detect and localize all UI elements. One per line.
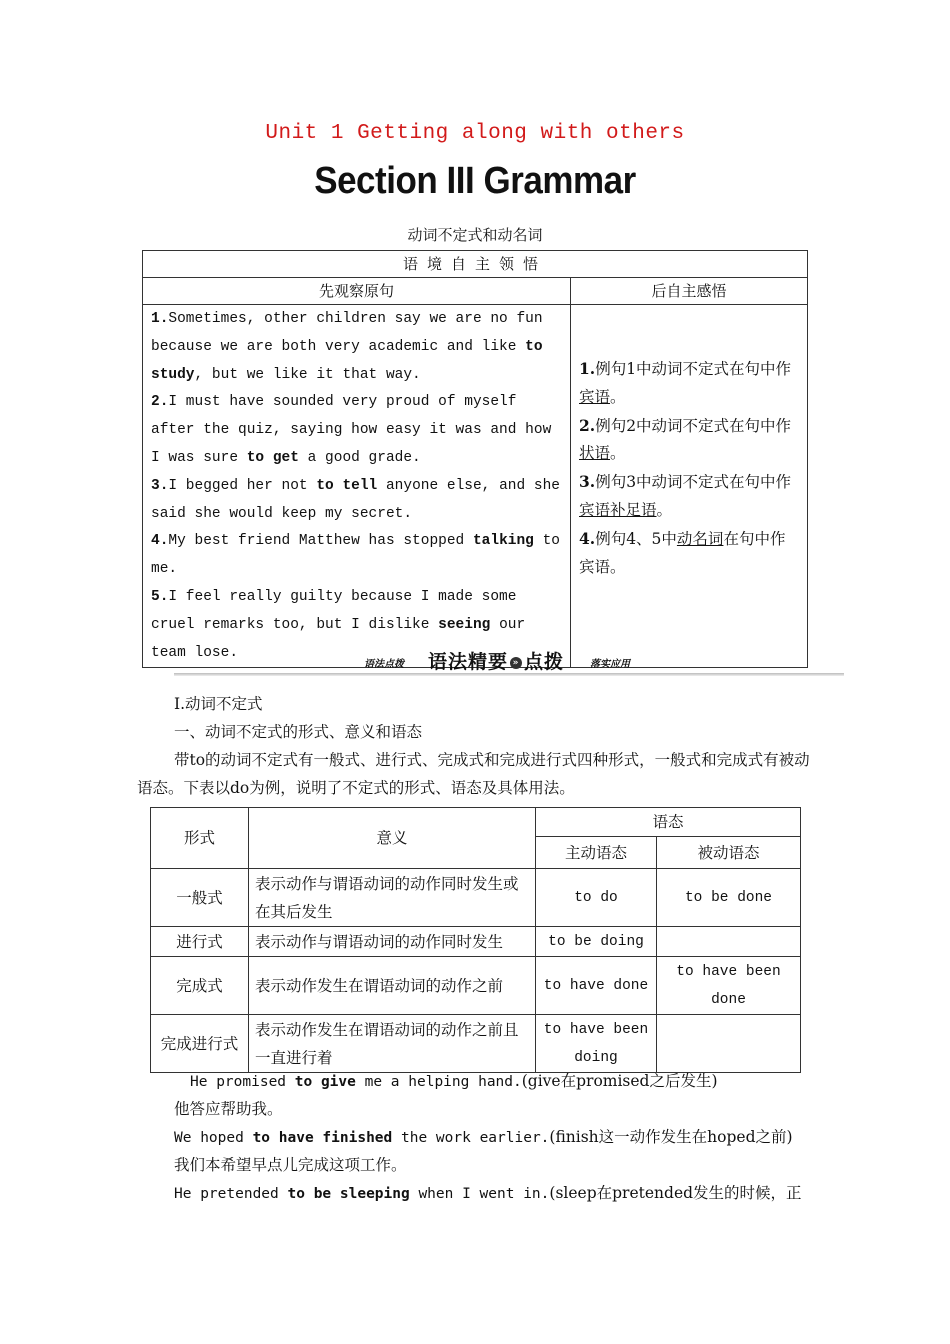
section-title: Section III Grammar	[314, 160, 636, 202]
forms-table	[150, 807, 801, 1073]
banner-left-label: 语法点拨	[364, 659, 404, 670]
col-reflect: 后自主感悟	[571, 278, 808, 305]
table-row: 完成式 表示动作发生在谓语动词的动作之前 to have done to have been done	[151, 957, 801, 1015]
unit-title: Unit 1 Getting along with others	[265, 122, 685, 145]
note-item: 3.例句3中动词不定式在句中作宾语补足语。	[579, 472, 792, 519]
header-active: 主动语态	[536, 837, 657, 869]
banner-title: 语法精要 » 点拨	[428, 651, 565, 673]
example-item: 1.Sometimes, other children say we are no fun because we are both very academic and like to study, but we like it that way.	[151, 311, 543, 383]
example-zh: 我们本希望早点儿完成这项工作。	[174, 1156, 407, 1174]
context-table-title: 语境自主领悟	[143, 251, 808, 278]
example-en: He pretended to be sleeping when I went in.(sleep在pretended发生的时候，正	[174, 1184, 802, 1202]
section-banner	[174, 645, 844, 677]
header-voice: 语态	[536, 808, 801, 837]
intro-paragraph: 带to的动词不定式有一般式、进行式、完成式和完成进行式四种形式，一般式和完成式有被动语态。下表以do为例，说明了不定式的形式、语态及具体用法。	[137, 751, 810, 797]
example-item: 5.I feel really guilty because I made some cruel remarks too, but I dislike seeing our team lose.	[151, 588, 526, 661]
example-zh: 他答应帮助我。	[174, 1100, 283, 1118]
example-item: 2.I must have sounded very proud of myself after the quiz, saying how easy it was and how I was sure to get a good grade.	[151, 394, 552, 466]
header-form: 形式	[151, 808, 249, 869]
header-passive: 被动语态	[657, 837, 801, 869]
col-observe: 先观察原句	[143, 278, 571, 305]
reflection-notes	[571, 305, 808, 668]
topic-subtitle: 动词不定式和动名词	[407, 226, 543, 244]
arrow-icon: »	[510, 657, 522, 669]
header-meaning: 意义	[249, 808, 536, 869]
example-item: 3.I begged her not to tell anyone else, and she said she would keep my secret.	[151, 477, 560, 522]
note-item: 2.例句2中动词不定式在句中作状语。	[579, 415, 792, 463]
banner-right-label: 落实应用	[590, 659, 630, 670]
note-item: 4.例句4、5中动名词在句中作宾语。	[579, 528, 786, 576]
table-row: 进行式 表示动作与谓语动词的动作同时发生 to be doing	[151, 927, 801, 957]
heading-forms: 一、动词不定式的形式、意义和语态	[174, 723, 423, 741]
example-en: He promised to give me a helping hand.(give在promised之后发生)	[190, 1072, 718, 1090]
example-item: 4.My best friend Matthew has stopped talking to me.	[151, 533, 560, 578]
table-row: 一般式 表示动作与谓语动词的动作同时发生或在其后发生 to do to be done	[151, 869, 801, 927]
example-en: We hoped to have finished the work earlier.(finish这一动作发生在hoped之前)	[174, 1128, 793, 1146]
note-item: 1.例句1中动词不定式在句中作宾语。	[579, 359, 792, 406]
context-table	[142, 250, 808, 668]
banner-divider	[174, 673, 844, 676]
table-row: 完成进行式 表示动作发生在谓语动词的动作之前且一直进行着 to have been doing	[151, 1015, 801, 1073]
heading-infinitive: Ⅰ.动词不定式	[174, 695, 263, 713]
example-sentences	[143, 305, 571, 668]
